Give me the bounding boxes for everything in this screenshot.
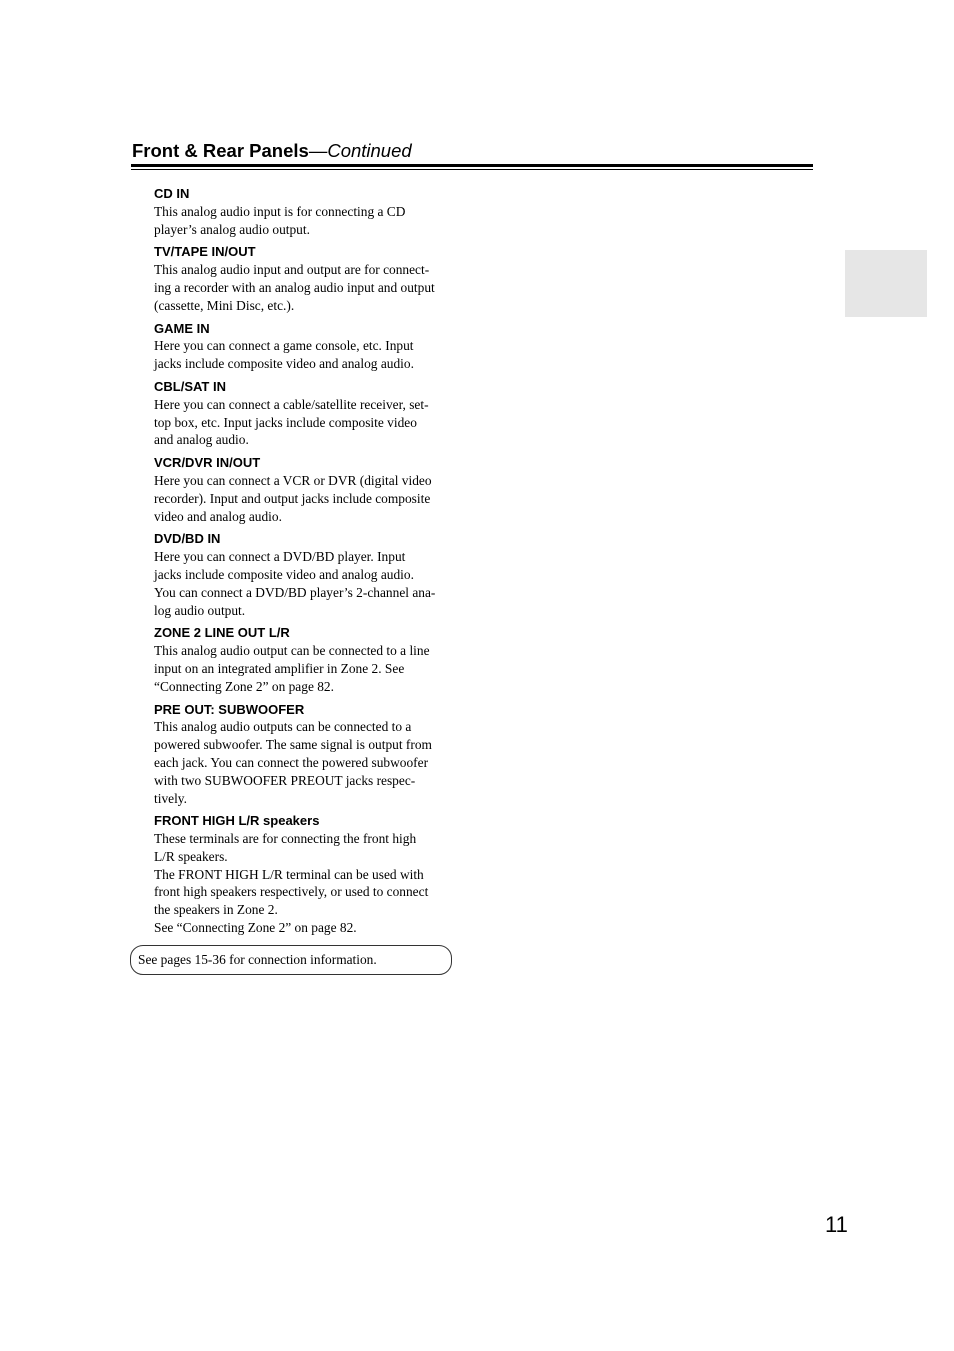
section — [154, 185, 464, 238]
sections-column — [154, 185, 464, 942]
section-text-line: Here you can connect a DVD/BD player. Input — [154, 549, 406, 565]
section — [154, 701, 464, 808]
section-text-line: input on an integrated amplifier in Zone 2. See — [154, 660, 405, 676]
section-text-line: jacks include composite video and analog audio. — [154, 566, 414, 582]
section-text-line: These terminals are for connecting the front high — [154, 831, 417, 847]
section-text-line: Here you can connect a VCR or DVR (digital video — [154, 472, 432, 488]
section-text-line: You can connect a DVD/BD player’s 2-channel ana- — [154, 584, 436, 600]
section-text-line: jacks include composite video and analog audio. — [154, 356, 414, 372]
section-text-line: player’s analog audio output. — [154, 221, 310, 237]
section-heading: CBL/SAT IN — [154, 378, 226, 394]
section-text-line: video and analog audio. — [154, 508, 282, 524]
section-text-line: Here you can connect a cable/satellite receiver, set- — [154, 396, 429, 412]
section-text-line: See “Connecting Zone 2” on page 82. — [154, 920, 357, 936]
section-text-line: (cassette, Mini Disc, etc.). — [154, 297, 295, 313]
section-text-line: This analog audio outputs can be connected to a — [154, 719, 412, 735]
section-heading: VCR/DVR IN/OUT — [154, 455, 261, 471]
section — [154, 243, 464, 314]
section-text-line: ing a recorder with an analog audio input and output — [154, 279, 435, 295]
header-suffix: —Continued — [308, 140, 412, 161]
section-text-line: each jack. You can connect the powered subwoofer — [154, 754, 429, 770]
section-text-line: L/R speakers. — [154, 848, 228, 864]
section — [154, 812, 464, 937]
section — [154, 624, 464, 695]
section-heading: ZONE 2 LINE OUT L/R — [154, 625, 290, 641]
section-text-line: front high speakers respectively, or used to connect — [154, 884, 429, 900]
section-heading: PRE OUT: SUBWOOFER — [154, 701, 305, 717]
header-title: Front & Rear Panels — [132, 140, 309, 161]
section — [154, 454, 464, 525]
section-heading: TV/TAPE IN/OUT — [154, 244, 256, 260]
section-text-line: Here you can connect a game console, etc. Input — [154, 338, 414, 354]
section-heading: DVD/BD IN — [154, 531, 221, 547]
section — [154, 320, 464, 373]
section-text-line: and analog audio. — [154, 432, 249, 448]
side-tab — [845, 250, 927, 317]
section-heading: FRONT HIGH L/R speakers — [154, 813, 320, 829]
note-text: See pages 15-36 for connection information. — [138, 952, 377, 967]
section-heading: GAME IN — [154, 320, 210, 336]
section-text-line: tively. — [154, 790, 187, 806]
section-text-line: “Connecting Zone 2” on page 82. — [154, 678, 334, 694]
header-rule-thin — [131, 169, 813, 170]
page-number: 11 — [825, 1212, 848, 1237]
section-text-line: The FRONT HIGH L/R terminal can be used with — [154, 866, 424, 882]
section-heading: CD IN — [154, 186, 190, 201]
section-text-line: This analog audio input is for connecting a CD — [154, 203, 406, 219]
section-text-line: the speakers in Zone 2. — [154, 902, 278, 918]
section-text-line: with two SUBWOOFER PREOUT jacks respec- — [154, 772, 416, 788]
header-rule-thick — [131, 164, 813, 167]
section — [154, 530, 464, 619]
section-text-line: This analog audio output can be connected to a line — [154, 643, 430, 659]
section-text-line: top box, etc. Input jacks include composite video — [154, 414, 417, 430]
section — [154, 378, 464, 449]
section-text-line: This analog audio input and output are for connect- — [154, 262, 430, 278]
page-header — [132, 140, 412, 162]
section-text-line: recorder). Input and output jacks include composite — [154, 490, 431, 506]
section-text-line: log audio output. — [154, 602, 246, 618]
note-box — [130, 945, 452, 975]
section-text-line: powered subwoofer. The same signal is output from — [154, 737, 432, 753]
